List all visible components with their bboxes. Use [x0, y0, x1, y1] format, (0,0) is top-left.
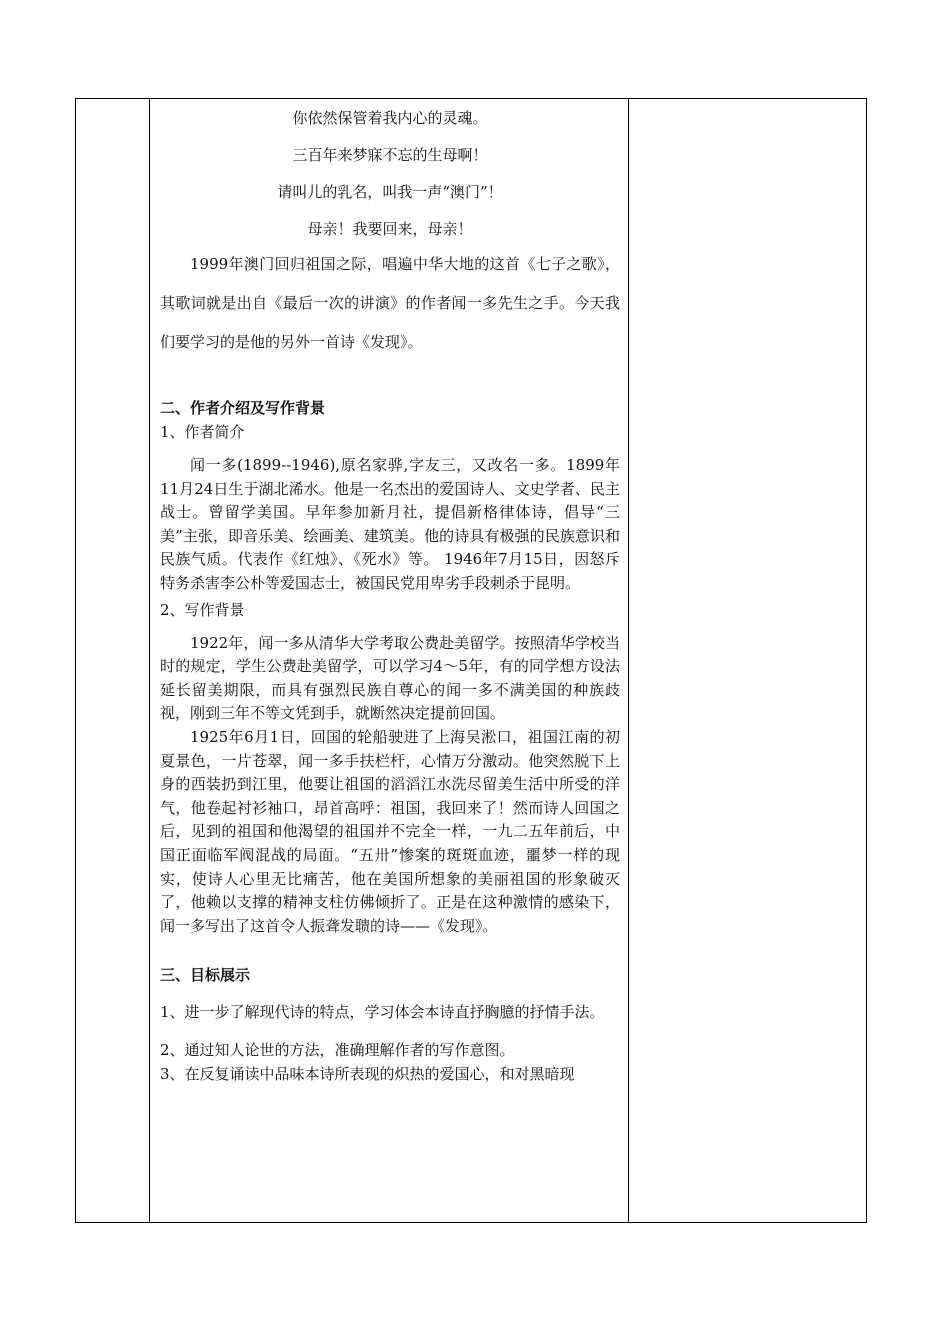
table-top-border	[75, 98, 866, 99]
background-paragraph-2: 1925年6月1日，回国的轮船驶进了上海吴淞口，祖国江南的初夏景色，一片苍翠，闻一多手扶栏杆，心情万分激动。他突然脱下上身的西装扔到江里，他要让祖国的滔滔江水洗尽留美生活中所受的洋气，他卷起衬衫袖口，昂首高呼：祖国，我回来了！然而诗人回国之后，见到的祖国和他渴望的祖国并不完全一样，一九二五年前后，中国正面临军阀混战的局面。“五卅”惨案的斑斑血迹，噩梦一样的现实，使诗人心里无比痛苦，他在美国所想象的美丽祖国的形象破灭了，他赖以支撑的精神支柱仿佛倾折了。正是在这种激情的感染下，闻一多写出了这首令人振聋发聩的诗——《发现》。	[160, 727, 620, 935]
column-divider-1	[149, 98, 150, 1223]
subheading-author-bio: 1、作者简介	[160, 423, 245, 441]
background-paragraph-1: 1922年，闻一多从清华大学考取公费赴美留学。按照清华学校当时的规定，学生公费赴美留学，可以学习4～5年，有的同学想方设法延长留美期限，而具有强烈民族自尊心的闻一多不满美国的种族歧视，刚到三年不等文凭到手，就断然决定提前回国。	[160, 633, 620, 723]
goal-item: 2、通过知人论世的方法，准确理解作者的写作意图。	[160, 1041, 515, 1060]
table-bottom-border	[75, 1222, 866, 1223]
poem-line: 三百年来梦寐不忘的生母啊！	[292, 146, 488, 164]
poem-line: 母亲！我要回来，母亲！	[307, 220, 473, 238]
author-bio-paragraph: 闻一多(1899--1946),原名家骅,字友三，又改名一多。1899年11月24日生于湖北浠水。他是一名杰出的爱国诗人、文史学者、民主战士。曾留学美国。早年参加新月社，提倡新格律体诗，倡导“三美”主张，即音乐美、绘画美、建筑美。他的诗具有极强的民族意识和民族气质。代表作《红烛》、《死水》等。 1946年7月15日，因怒斥特务杀害李公朴等爱国志士，被国民党用卑劣手段刺杀于昆明。	[160, 456, 620, 592]
section-heading-goals: 三、目标展示	[160, 966, 251, 985]
section-heading-author: 二、作者介绍及写作背景	[160, 399, 326, 417]
poem-line: 你依然保管着我内心的灵魂。	[292, 109, 488, 127]
goal-item: 1、进一步了解现代诗的特点，学习体会本诗直抒胸臆的抒情手法。	[160, 1003, 605, 1022]
subheading-background: 2、写作背景	[160, 600, 245, 619]
poem-line: 请叫儿的乳名，叫我一声“澳门”！	[277, 183, 503, 201]
lesson-content-cell	[160, 100, 620, 1086]
intro-paragraph: 1999年澳门回归祖国之际，唱遍中华大地的这首《七子之歌》，其歌词就是出自《最后一次的讲演》的作者闻一多先生之手。今天我们要学习的是他的另外一首诗《发现》。	[160, 255, 620, 351]
goal-item: 3、在反复诵读中品味本诗所表现的炽热的爱国心，和对黑暗现	[160, 1065, 575, 1084]
table-right-border	[866, 98, 867, 1223]
table-left-border	[75, 98, 76, 1223]
column-divider-2	[628, 98, 629, 1223]
